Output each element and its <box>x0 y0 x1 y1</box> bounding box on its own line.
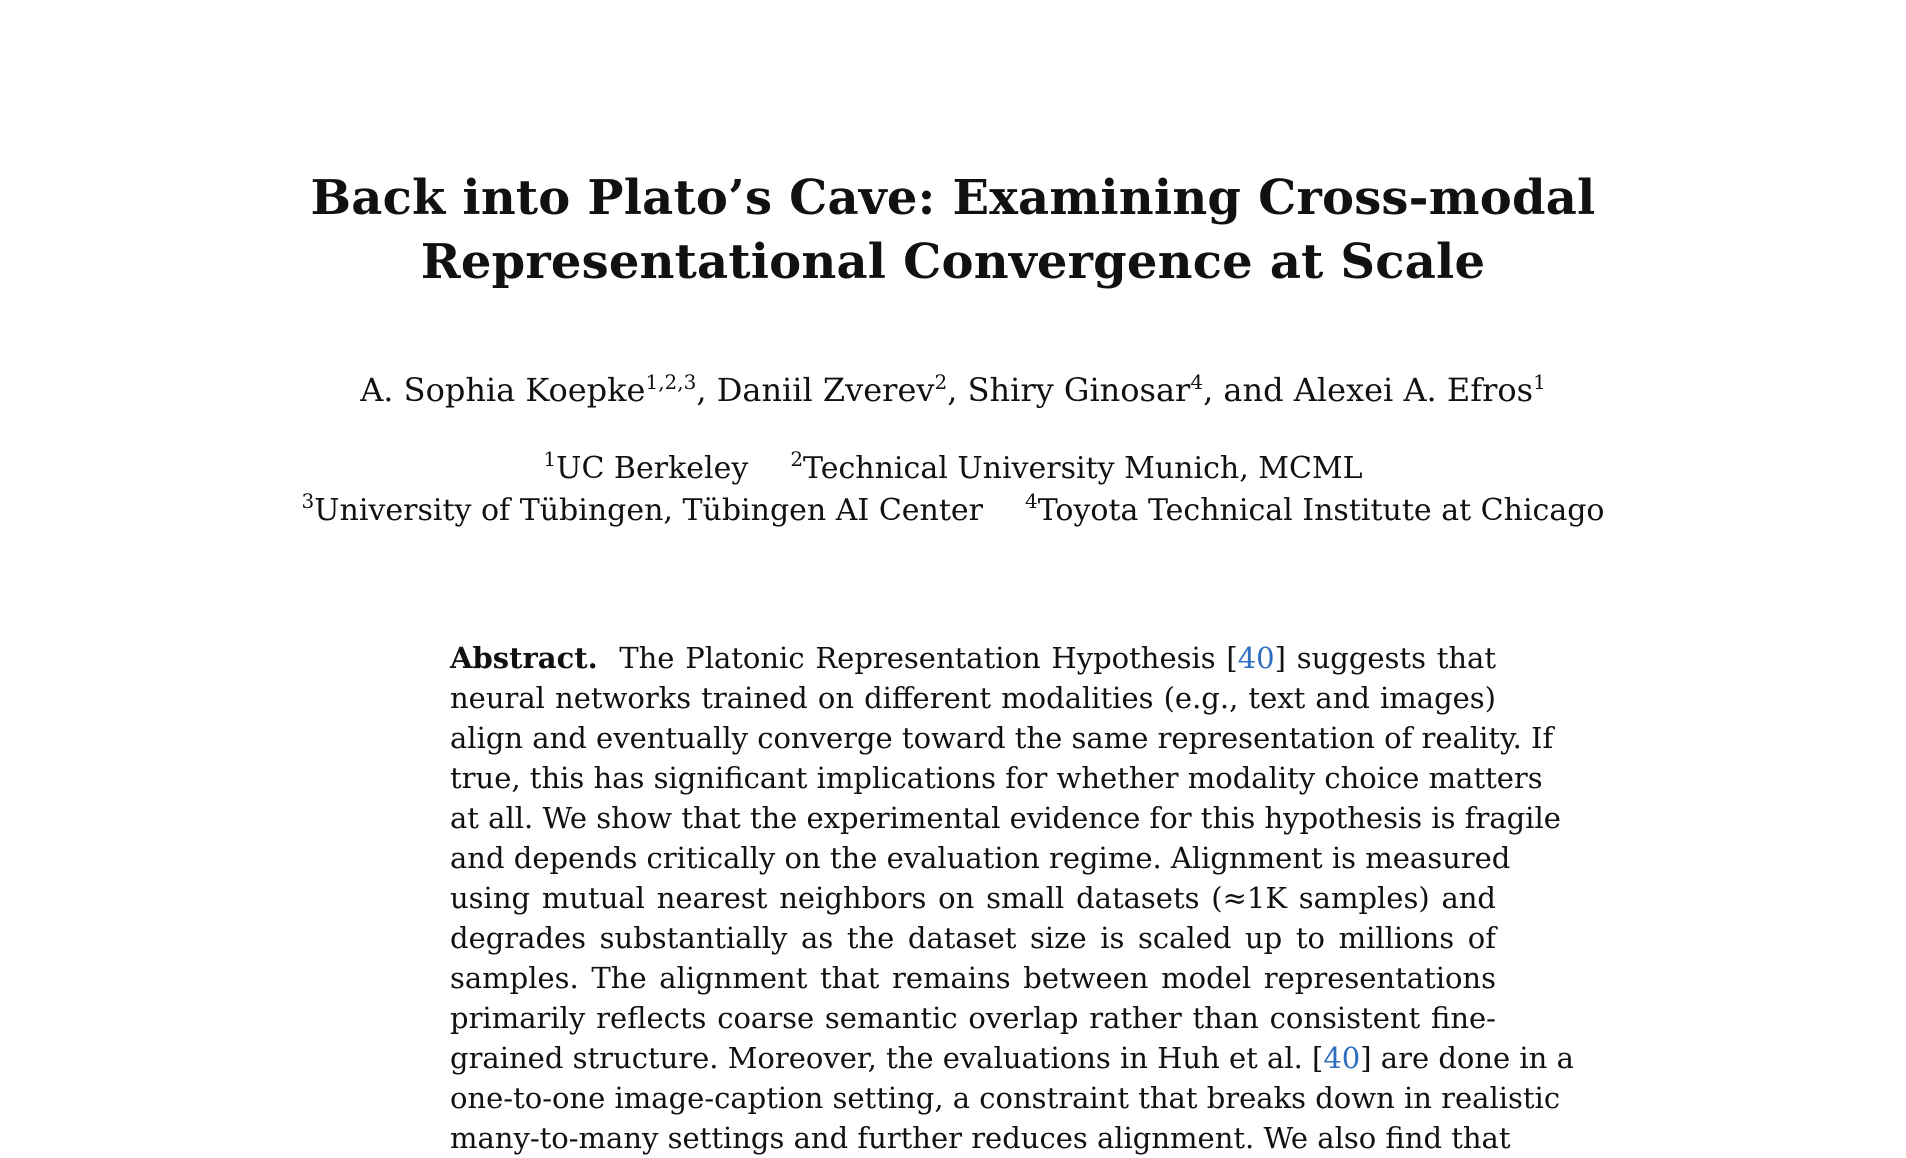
abstract-line: degrades substantially as the dataset size is scaled up to millions of <box>450 921 1496 955</box>
author-affil-marker: 1 <box>1533 370 1546 394</box>
abstract-line: true, this has significant implications for whether modality choice matters <box>450 761 1543 795</box>
author-name: Shiry Ginosar <box>967 371 1191 409</box>
paper-title <box>0 166 1906 294</box>
abstract-line: grained structure. Moreover, the evaluations in Huh et al. [40] are done in a <box>450 1041 1574 1075</box>
author-name: Daniil Zverev <box>716 371 935 409</box>
abstract-line: one-to-one image-caption setting, a constraint that breaks down in realistic <box>450 1081 1561 1115</box>
citation-link[interactable]: 40 <box>1237 641 1275 675</box>
affiliation-marker: 3 <box>301 489 315 513</box>
author-name: A. Sophia Koepke <box>360 371 646 409</box>
affiliation-row <box>0 448 1906 490</box>
affiliation-name: UC Berkeley <box>556 451 749 486</box>
abstract-line: many-to-many settings and further reduces alignment. We also find that <box>450 1121 1511 1155</box>
citation-link[interactable]: 40 <box>1323 1041 1361 1075</box>
abstract-line: using mutual nearest neighbors on small datasets (≈1K samples) and <box>450 881 1496 915</box>
abstract-block <box>450 638 1574 1158</box>
affiliation-marker: 4 <box>1025 489 1038 513</box>
author-affil-marker: 1,2,3 <box>645 370 697 394</box>
author-separator: , <box>947 371 968 409</box>
author-name: Alexei A. Efros <box>1293 371 1534 409</box>
author-affil-marker: 4 <box>1190 370 1204 394</box>
affiliation-name: Technical University Munich, MCML <box>803 451 1363 486</box>
affiliation-list <box>0 448 1906 532</box>
abstract-line: samples. The alignment that remains between model representations <box>450 961 1496 995</box>
abstract-line: and depends critically on the evaluation regime. Alignment is measured <box>450 841 1511 875</box>
author-affil-marker: 2 <box>934 370 948 394</box>
author-list <box>0 368 1906 412</box>
abstract-line: primarily reflects coarse semantic overlap rather than consistent fine- <box>450 1001 1496 1035</box>
abstract-line: at all. We show that the experimental evidence for this hypothesis is fragile <box>450 801 1561 835</box>
affiliation-marker: 1 <box>543 447 557 471</box>
abstract-line: neural networks trained on different modalities (e.g., text and images) <box>450 681 1496 715</box>
abstract-line: align and eventually converge toward the same representation of reality. If <box>450 721 1554 755</box>
author-separator: , and <box>1203 371 1294 409</box>
affiliation-row <box>0 490 1906 532</box>
affiliation-marker: 2 <box>790 447 804 471</box>
abstract-line: Abstract. The Platonic Representation Hypothesis [40] suggests that <box>450 641 1496 675</box>
title-line-2: Representational Convergence at Scale <box>420 234 1486 290</box>
affiliation-name: Toyota Technical Institute at Chicago <box>1037 493 1605 528</box>
abstract-label: Abstract. <box>450 641 598 675</box>
title-line-1: Back into Plato’s Cave: Examining Cross-modal <box>310 170 1596 226</box>
affiliation-name: University of Tübingen, Tübingen AI Center <box>314 493 983 528</box>
author-separator: , <box>696 371 717 409</box>
